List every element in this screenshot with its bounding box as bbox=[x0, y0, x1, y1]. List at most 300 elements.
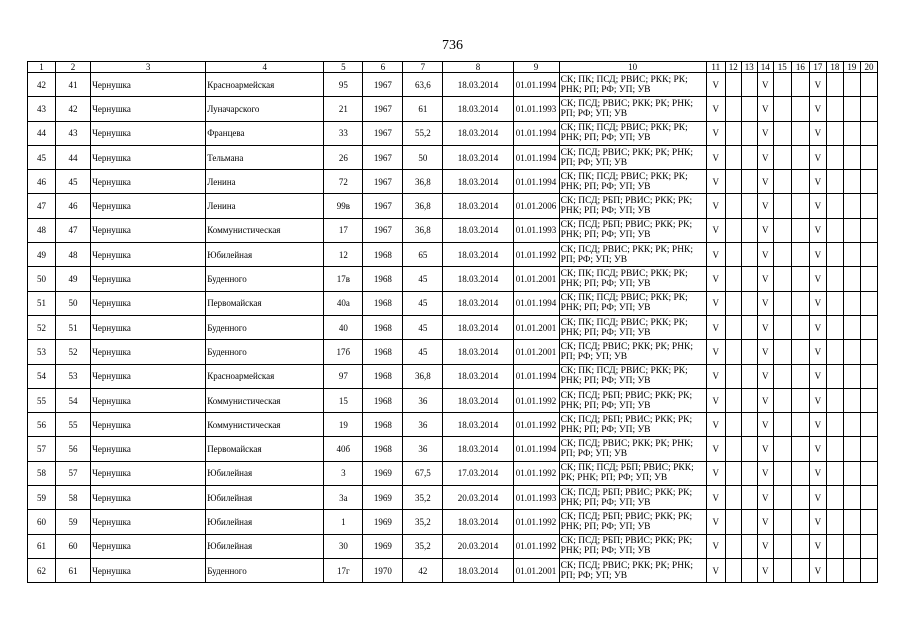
cell-col-10: СК; ПСД; РВИС; РКК; РК; РНК; РП; РФ; УП; УВ bbox=[559, 97, 706, 121]
cell-col-16 bbox=[791, 243, 809, 267]
cell-col-17: V bbox=[809, 170, 826, 194]
cell-col-14: V bbox=[757, 388, 773, 412]
cell-col-8: 18.03.2014 bbox=[443, 437, 513, 461]
cell-col-10: СК; ПК; ПСД; РВИС; РКК; РК; РНК; РП; РФ; УП; УВ bbox=[559, 267, 706, 291]
header-row bbox=[28, 62, 878, 73]
cell-col-3: Чернушка bbox=[91, 218, 206, 242]
cell-col-18 bbox=[826, 510, 843, 534]
cell-col-1: 52 bbox=[28, 315, 56, 339]
cell-col-3: Чернушка bbox=[91, 145, 206, 169]
cell-col-2: 54 bbox=[56, 388, 91, 412]
cell-col-13 bbox=[741, 437, 757, 461]
cell-col-1: 59 bbox=[28, 486, 56, 510]
cell-col-11: V bbox=[706, 243, 725, 267]
cell-col-2: 51 bbox=[56, 315, 91, 339]
cell-col-20 bbox=[860, 437, 877, 461]
cell-col-6: 1969 bbox=[363, 534, 403, 558]
cell-col-1: 50 bbox=[28, 267, 56, 291]
cell-col-3: Чернушка bbox=[91, 170, 206, 194]
cell-col-3: Чернушка bbox=[91, 243, 206, 267]
cell-col-20 bbox=[860, 340, 877, 364]
cell-col-19 bbox=[843, 145, 860, 169]
cell-col-3: Чернушка bbox=[91, 291, 206, 315]
cell-col-9: 01.01.1994 bbox=[513, 121, 559, 145]
cell-col-17: V bbox=[809, 437, 826, 461]
cell-col-14: V bbox=[757, 145, 773, 169]
table-row bbox=[28, 315, 878, 339]
cell-col-18 bbox=[826, 558, 843, 582]
cell-col-17: V bbox=[809, 461, 826, 485]
cell-col-8: 18.03.2014 bbox=[443, 315, 513, 339]
cell-col-13 bbox=[741, 388, 757, 412]
cell-col-9: 01.01.2001 bbox=[513, 315, 559, 339]
cell-col-10: СК; ПСД; РБП; РВИС; РКК; РК; РНК; РП; РФ; УП; УВ bbox=[559, 486, 706, 510]
cell-col-20 bbox=[860, 145, 877, 169]
cell-col-2: 53 bbox=[56, 364, 91, 388]
cell-col-1: 42 bbox=[28, 73, 56, 97]
cell-col-12 bbox=[725, 486, 741, 510]
cell-col-17: V bbox=[809, 73, 826, 97]
cell-col-4: Буденного bbox=[206, 558, 324, 582]
cell-col-1: 55 bbox=[28, 388, 56, 412]
cell-col-11: V bbox=[706, 73, 725, 97]
cell-col-5: 3а bbox=[324, 486, 363, 510]
cell-col-16 bbox=[791, 170, 809, 194]
cell-col-5: 26 bbox=[324, 145, 363, 169]
cell-col-12 bbox=[725, 145, 741, 169]
cell-col-8: 18.03.2014 bbox=[443, 194, 513, 218]
cell-col-16 bbox=[791, 73, 809, 97]
column-header-13: 13 bbox=[741, 62, 757, 73]
cell-col-9: 01.01.1994 bbox=[513, 291, 559, 315]
cell-col-12 bbox=[725, 364, 741, 388]
cell-col-7: 45 bbox=[403, 340, 443, 364]
cell-col-19 bbox=[843, 218, 860, 242]
cell-col-20 bbox=[860, 486, 877, 510]
cell-col-1: 45 bbox=[28, 145, 56, 169]
cell-col-2: 41 bbox=[56, 73, 91, 97]
cell-col-3: Чернушка bbox=[91, 121, 206, 145]
cell-col-19 bbox=[843, 558, 860, 582]
cell-col-19 bbox=[843, 461, 860, 485]
cell-col-2: 61 bbox=[56, 558, 91, 582]
table-row bbox=[28, 461, 878, 485]
table-row bbox=[28, 388, 878, 412]
cell-col-14: V bbox=[757, 243, 773, 267]
cell-col-18 bbox=[826, 413, 843, 437]
cell-col-4: Францева bbox=[206, 121, 324, 145]
cell-col-7: 35,2 bbox=[403, 486, 443, 510]
cell-col-20 bbox=[860, 558, 877, 582]
cell-col-14: V bbox=[757, 413, 773, 437]
cell-col-17: V bbox=[809, 510, 826, 534]
cell-col-6: 1968 bbox=[363, 364, 403, 388]
cell-col-17: V bbox=[809, 97, 826, 121]
cell-col-8: 18.03.2014 bbox=[443, 340, 513, 364]
cell-col-1: 57 bbox=[28, 437, 56, 461]
cell-col-12 bbox=[725, 73, 741, 97]
cell-col-4: Ленина bbox=[206, 170, 324, 194]
cell-col-5: 97 bbox=[324, 364, 363, 388]
cell-col-20 bbox=[860, 510, 877, 534]
cell-col-19 bbox=[843, 73, 860, 97]
table-row bbox=[28, 364, 878, 388]
cell-col-19 bbox=[843, 291, 860, 315]
cell-col-9: 01.01.1994 bbox=[513, 364, 559, 388]
cell-col-13 bbox=[741, 97, 757, 121]
cell-col-3: Чернушка bbox=[91, 340, 206, 364]
table-row bbox=[28, 218, 878, 242]
cell-col-11: V bbox=[706, 291, 725, 315]
cell-col-12 bbox=[725, 388, 741, 412]
cell-col-7: 36,8 bbox=[403, 364, 443, 388]
cell-col-12 bbox=[725, 315, 741, 339]
cell-col-17: V bbox=[809, 413, 826, 437]
cell-col-13 bbox=[741, 413, 757, 437]
cell-col-20 bbox=[860, 170, 877, 194]
cell-col-19 bbox=[843, 121, 860, 145]
cell-col-5: 40а bbox=[324, 291, 363, 315]
cell-col-4: Ленина bbox=[206, 194, 324, 218]
cell-col-7: 35,2 bbox=[403, 510, 443, 534]
cell-col-1: 58 bbox=[28, 461, 56, 485]
table-row bbox=[28, 340, 878, 364]
cell-col-15 bbox=[773, 97, 791, 121]
cell-col-14: V bbox=[757, 218, 773, 242]
cell-col-19 bbox=[843, 486, 860, 510]
cell-col-2: 48 bbox=[56, 243, 91, 267]
cell-col-20 bbox=[860, 413, 877, 437]
cell-col-6: 1968 bbox=[363, 291, 403, 315]
cell-col-3: Чернушка bbox=[91, 510, 206, 534]
cell-col-7: 63,6 bbox=[403, 73, 443, 97]
cell-col-18 bbox=[826, 340, 843, 364]
cell-col-9: 01.01.1994 bbox=[513, 145, 559, 169]
cell-col-6: 1968 bbox=[363, 267, 403, 291]
cell-col-1: 61 bbox=[28, 534, 56, 558]
cell-col-7: 36 bbox=[403, 388, 443, 412]
cell-col-10: СК; ПК; ПСД; РВИС; РКК; РК; РНК; РП; РФ; УП; УВ bbox=[559, 291, 706, 315]
cell-col-5: 72 bbox=[324, 170, 363, 194]
cell-col-9: 01.01.1992 bbox=[513, 243, 559, 267]
column-header-4: 4 bbox=[206, 62, 324, 73]
cell-col-15 bbox=[773, 510, 791, 534]
cell-col-10: СК; ПСД; РВИС; РКК; РК; РНК; РП; РФ; УП; УВ bbox=[559, 243, 706, 267]
cell-col-6: 1969 bbox=[363, 486, 403, 510]
cell-col-14: V bbox=[757, 558, 773, 582]
cell-col-17: V bbox=[809, 558, 826, 582]
cell-col-17: V bbox=[809, 218, 826, 242]
column-header-19: 19 bbox=[843, 62, 860, 73]
cell-col-15 bbox=[773, 121, 791, 145]
cell-col-2: 50 bbox=[56, 291, 91, 315]
cell-col-14: V bbox=[757, 73, 773, 97]
cell-col-16 bbox=[791, 97, 809, 121]
cell-col-14: V bbox=[757, 510, 773, 534]
cell-col-3: Чернушка bbox=[91, 364, 206, 388]
cell-col-13 bbox=[741, 291, 757, 315]
cell-col-9: 01.01.1994 bbox=[513, 437, 559, 461]
column-header-17: 17 bbox=[809, 62, 826, 73]
cell-col-14: V bbox=[757, 121, 773, 145]
cell-col-5: 33 bbox=[324, 121, 363, 145]
cell-col-10: СК; ПСД; РБП; РВИС; РКК; РК; РНК; РП; РФ; УП; УВ bbox=[559, 510, 706, 534]
cell-col-5: 12 bbox=[324, 243, 363, 267]
cell-col-6: 1969 bbox=[363, 461, 403, 485]
cell-col-18 bbox=[826, 461, 843, 485]
cell-col-11: V bbox=[706, 340, 725, 364]
cell-col-1: 44 bbox=[28, 121, 56, 145]
cell-col-15 bbox=[773, 340, 791, 364]
cell-col-20 bbox=[860, 315, 877, 339]
cell-col-6: 1969 bbox=[363, 510, 403, 534]
cell-col-2: 59 bbox=[56, 510, 91, 534]
cell-col-12 bbox=[725, 413, 741, 437]
cell-col-9: 01.01.2006 bbox=[513, 194, 559, 218]
cell-col-16 bbox=[791, 218, 809, 242]
cell-col-3: Чернушка bbox=[91, 388, 206, 412]
cell-col-17: V bbox=[809, 534, 826, 558]
cell-col-6: 1967 bbox=[363, 194, 403, 218]
cell-col-18 bbox=[826, 121, 843, 145]
cell-col-13 bbox=[741, 243, 757, 267]
cell-col-6: 1967 bbox=[363, 218, 403, 242]
cell-col-8: 18.03.2014 bbox=[443, 170, 513, 194]
cell-col-7: 36 bbox=[403, 413, 443, 437]
cell-col-11: V bbox=[706, 170, 725, 194]
cell-col-4: Коммунистическая bbox=[206, 413, 324, 437]
cell-col-19 bbox=[843, 267, 860, 291]
cell-col-11: V bbox=[706, 194, 725, 218]
cell-col-6: 1968 bbox=[363, 388, 403, 412]
cell-col-12 bbox=[725, 170, 741, 194]
cell-col-9: 01.01.1994 bbox=[513, 170, 559, 194]
table-row bbox=[28, 73, 878, 97]
cell-col-14: V bbox=[757, 315, 773, 339]
cell-col-14: V bbox=[757, 534, 773, 558]
cell-col-6: 1968 bbox=[363, 437, 403, 461]
cell-col-14: V bbox=[757, 97, 773, 121]
cell-col-20 bbox=[860, 97, 877, 121]
cell-col-16 bbox=[791, 315, 809, 339]
cell-col-15 bbox=[773, 486, 791, 510]
cell-col-18 bbox=[826, 437, 843, 461]
cell-col-11: V bbox=[706, 413, 725, 437]
cell-col-20 bbox=[860, 243, 877, 267]
cell-col-13 bbox=[741, 170, 757, 194]
cell-col-19 bbox=[843, 315, 860, 339]
cell-col-6: 1967 bbox=[363, 170, 403, 194]
cell-col-4: Юбилейная bbox=[206, 243, 324, 267]
cell-col-17: V bbox=[809, 243, 826, 267]
cell-col-18 bbox=[826, 315, 843, 339]
cell-col-18 bbox=[826, 73, 843, 97]
cell-col-16 bbox=[791, 340, 809, 364]
cell-col-15 bbox=[773, 413, 791, 437]
table-row bbox=[28, 413, 878, 437]
cell-col-16 bbox=[791, 534, 809, 558]
cell-col-15 bbox=[773, 534, 791, 558]
column-header-2: 2 bbox=[56, 62, 91, 73]
column-header-7: 7 bbox=[403, 62, 443, 73]
cell-col-7: 36,8 bbox=[403, 218, 443, 242]
cell-col-3: Чернушка bbox=[91, 97, 206, 121]
cell-col-12 bbox=[725, 291, 741, 315]
cell-col-10: СК; ПК; ПСД; РВИС; РКК; РК; РНК; РП; РФ; УП; УВ bbox=[559, 121, 706, 145]
cell-col-13 bbox=[741, 121, 757, 145]
cell-col-8: 18.03.2014 bbox=[443, 73, 513, 97]
cell-col-4: Красноармейская bbox=[206, 364, 324, 388]
cell-col-19 bbox=[843, 97, 860, 121]
cell-col-1: 48 bbox=[28, 218, 56, 242]
cell-col-10: СК; ПК; ПСД; РБП; РВИС; РКК; РК; РНК; РП; РФ; УП; УВ bbox=[559, 461, 706, 485]
column-header-3: 3 bbox=[91, 62, 206, 73]
cell-col-1: 49 bbox=[28, 243, 56, 267]
cell-col-16 bbox=[791, 558, 809, 582]
cell-col-8: 20.03.2014 bbox=[443, 534, 513, 558]
cell-col-15 bbox=[773, 388, 791, 412]
column-header-1: 1 bbox=[28, 62, 56, 73]
cell-col-19 bbox=[843, 194, 860, 218]
cell-col-8: 18.03.2014 bbox=[443, 267, 513, 291]
cell-col-7: 55,2 bbox=[403, 121, 443, 145]
cell-col-16 bbox=[791, 291, 809, 315]
cell-col-13 bbox=[741, 73, 757, 97]
column-header-15: 15 bbox=[773, 62, 791, 73]
cell-col-15 bbox=[773, 170, 791, 194]
cell-col-5: 19 bbox=[324, 413, 363, 437]
cell-col-5: 30 bbox=[324, 534, 363, 558]
cell-col-5: 21 bbox=[324, 97, 363, 121]
table-row bbox=[28, 243, 878, 267]
cell-col-7: 65 bbox=[403, 243, 443, 267]
cell-col-8: 18.03.2014 bbox=[443, 218, 513, 242]
cell-col-9: 01.01.1992 bbox=[513, 413, 559, 437]
cell-col-9: 01.01.1993 bbox=[513, 97, 559, 121]
cell-col-2: 58 bbox=[56, 486, 91, 510]
table-row bbox=[28, 267, 878, 291]
cell-col-3: Чернушка bbox=[91, 534, 206, 558]
cell-col-7: 36 bbox=[403, 437, 443, 461]
cell-col-15 bbox=[773, 461, 791, 485]
cell-col-3: Чернушка bbox=[91, 461, 206, 485]
cell-col-10: СК; ПК; ПСД; РВИС; РКК; РК; РНК; РП; РФ; УП; УВ bbox=[559, 73, 706, 97]
table-row bbox=[28, 558, 878, 582]
cell-col-13 bbox=[741, 194, 757, 218]
cell-col-10: СК; ПСД; РБП; РВИС; РКК; РК; РНК; РП; РФ; УП; УВ bbox=[559, 413, 706, 437]
cell-col-20 bbox=[860, 267, 877, 291]
cell-col-11: V bbox=[706, 461, 725, 485]
registry-table bbox=[27, 61, 878, 583]
cell-col-12 bbox=[725, 194, 741, 218]
cell-col-9: 01.01.2001 bbox=[513, 340, 559, 364]
cell-col-18 bbox=[826, 170, 843, 194]
cell-col-17: V bbox=[809, 486, 826, 510]
cell-col-4: Первомайская bbox=[206, 437, 324, 461]
cell-col-2: 60 bbox=[56, 534, 91, 558]
cell-col-14: V bbox=[757, 267, 773, 291]
cell-col-4: Юбилейная bbox=[206, 534, 324, 558]
cell-col-16 bbox=[791, 267, 809, 291]
cell-col-4: Луначарского bbox=[206, 97, 324, 121]
cell-col-4: Первомайская bbox=[206, 291, 324, 315]
column-header-16: 16 bbox=[791, 62, 809, 73]
cell-col-3: Чернушка bbox=[91, 413, 206, 437]
cell-col-4: Коммунистическая bbox=[206, 388, 324, 412]
cell-col-2: 49 bbox=[56, 267, 91, 291]
cell-col-3: Чернушка bbox=[91, 558, 206, 582]
cell-col-9: 01.01.1992 bbox=[513, 510, 559, 534]
cell-col-4: Тельмана bbox=[206, 145, 324, 169]
column-header-14: 14 bbox=[757, 62, 773, 73]
cell-col-13 bbox=[741, 315, 757, 339]
cell-col-14: V bbox=[757, 340, 773, 364]
cell-col-10: СК; ПК; ПСД; РВИС; РКК; РК; РНК; РП; РФ; УП; УВ bbox=[559, 170, 706, 194]
cell-col-17: V bbox=[809, 291, 826, 315]
cell-col-10: СК; ПСД; РБП; РВИС; РКК; РК; РНК; РП; РФ; УП; УВ bbox=[559, 194, 706, 218]
cell-col-20 bbox=[860, 73, 877, 97]
cell-col-17: V bbox=[809, 388, 826, 412]
cell-col-8: 17.03.2014 bbox=[443, 461, 513, 485]
cell-col-17: V bbox=[809, 194, 826, 218]
cell-col-1: 51 bbox=[28, 291, 56, 315]
cell-col-7: 61 bbox=[403, 97, 443, 121]
cell-col-4: Юбилейная bbox=[206, 461, 324, 485]
cell-col-11: V bbox=[706, 534, 725, 558]
cell-col-2: 57 bbox=[56, 461, 91, 485]
cell-col-5: 95 bbox=[324, 73, 363, 97]
cell-col-8: 18.03.2014 bbox=[443, 388, 513, 412]
column-header-20: 20 bbox=[860, 62, 877, 73]
cell-col-3: Чернушка bbox=[91, 194, 206, 218]
cell-col-19 bbox=[843, 437, 860, 461]
cell-col-12 bbox=[725, 437, 741, 461]
page-number: 736 bbox=[442, 38, 463, 53]
cell-col-8: 18.03.2014 bbox=[443, 291, 513, 315]
cell-col-10: СК; ПСД; РВИС; РКК; РК; РНК; РП; РФ; УП; УВ bbox=[559, 558, 706, 582]
cell-col-13 bbox=[741, 340, 757, 364]
cell-col-18 bbox=[826, 243, 843, 267]
cell-col-13 bbox=[741, 364, 757, 388]
cell-col-7: 45 bbox=[403, 315, 443, 339]
cell-col-12 bbox=[725, 340, 741, 364]
cell-col-15 bbox=[773, 267, 791, 291]
cell-col-19 bbox=[843, 364, 860, 388]
cell-col-9: 01.01.2001 bbox=[513, 267, 559, 291]
cell-col-18 bbox=[826, 291, 843, 315]
cell-col-12 bbox=[725, 218, 741, 242]
cell-col-1: 60 bbox=[28, 510, 56, 534]
cell-col-3: Чернушка bbox=[91, 73, 206, 97]
cell-col-17: V bbox=[809, 340, 826, 364]
cell-col-19 bbox=[843, 340, 860, 364]
cell-col-5: 3 bbox=[324, 461, 363, 485]
cell-col-8: 18.03.2014 bbox=[443, 121, 513, 145]
cell-col-4: Юбилейная bbox=[206, 510, 324, 534]
cell-col-7: 67,5 bbox=[403, 461, 443, 485]
cell-col-6: 1968 bbox=[363, 340, 403, 364]
cell-col-13 bbox=[741, 145, 757, 169]
cell-col-16 bbox=[791, 364, 809, 388]
cell-col-6: 1967 bbox=[363, 121, 403, 145]
cell-col-17: V bbox=[809, 267, 826, 291]
cell-col-4: Красноармейская bbox=[206, 73, 324, 97]
cell-col-1: 47 bbox=[28, 194, 56, 218]
table-row bbox=[28, 510, 878, 534]
cell-col-14: V bbox=[757, 291, 773, 315]
cell-col-19 bbox=[843, 413, 860, 437]
cell-col-15 bbox=[773, 315, 791, 339]
